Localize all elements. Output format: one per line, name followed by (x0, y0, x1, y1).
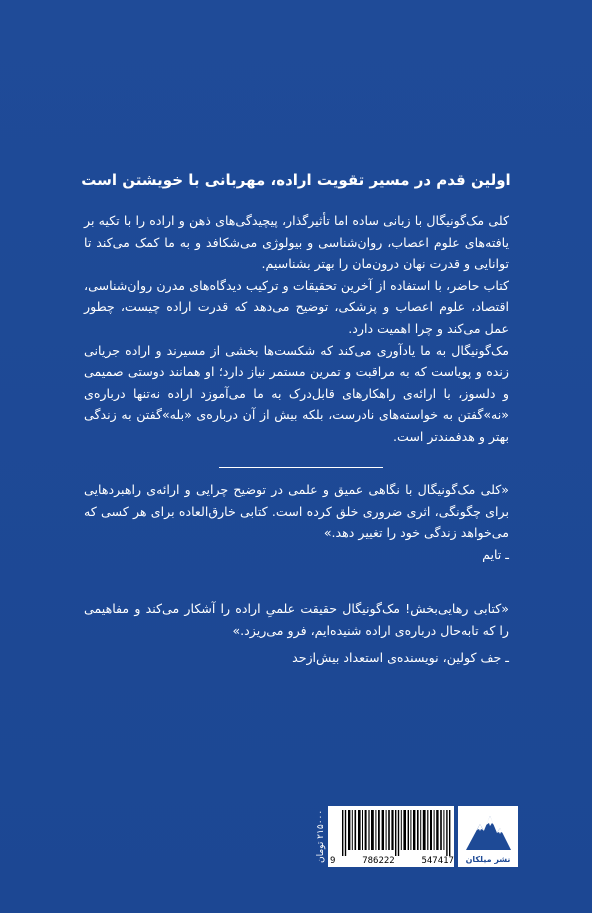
separator-line (219, 467, 383, 468)
description-paragraph-3: مک‌گونیگال به ما یادآوری می‌کند که شکست‌ها بخشی از مسیرند و اراده جریانی زنده و پویاست که به مراقبت و تمرین مستمر نیاز دارد؛ او همانند دوستی صمیمی و دلسوز، با ارائه‌ی راهکارهای قابل‌درک به ما می‌آموزد اراده نه‌تنها درباره‌ی «نه»گفتن به خواسته‌های نادرست، بلکه بیش از آن درباره‌ی «بله»گفتن به زندگی بهتر و هدفمندتر است. (84, 342, 509, 444)
isbn-digit-group-3: 547417 (421, 856, 454, 866)
isbn-digits (330, 856, 454, 866)
quote-jeff-colvin (84, 598, 509, 669)
isbn-digit-group-1: 9 (330, 856, 336, 866)
quote-jeff-colvin-attribution: ـ جف کولین، نویسنده‌ی استعداد بیش‌ازحد (292, 650, 509, 666)
quote-time-text: «کلی مک‌گونیگال با نگاهی عمیق و علمی در توضیح چرایی و ارائه‌ی راهبردهایی برای چگونگی، اثری ضروری خلق کرده است. کتابی خارق‌العاده برای هر کسی که می‌خواهد زندگی خود را تغییر دهد.» (84, 482, 509, 541)
isbn-digit-group-2: 786222 (362, 856, 395, 866)
publisher-logo (458, 806, 518, 867)
quote-jeff-colvin-text: «کتابی رهایی‌بخش! مک‌گونیگال حقیقت علمیِ اراده را آشکار می‌کند و مفاهیمی را که تابه‌حال درباره‌ی اراده شنیده‌ایم، فرو می‌ریزد.» (84, 601, 509, 638)
description-paragraph-1: کلی مک‌گونیگال با زبانی ساده اما تأثیرگذار، پیچیدگی‌های ذهن و اراده را با تکیه بر یافته‌های علوم اعصاب، روان‌شناسی و بیولوژی می‌شکافد و به ما کمک می‌کند تا توانایی و قدرت نهان درون‌مان را بهتر بشناسیم. (84, 213, 509, 272)
headline: اولین قدم در مسیر تقویت اراده، مهربانی با خویشتن است (81, 171, 511, 189)
quote-time (84, 479, 509, 565)
mountain-peaks-logo-icon (464, 810, 512, 854)
quote-time-attribution: ـ تایم (482, 546, 509, 562)
book-description (84, 210, 509, 448)
isbn-barcode (328, 806, 454, 867)
barcode-bars-icon (342, 810, 452, 856)
publisher-name: نشر میلکان (465, 855, 511, 864)
description-paragraph-2: کتاب حاضر، با استفاده از آخرین تحقیقات و ترکیب دیدگاه‌های مدرن روان‌شناسی، اقتصاد، علوم اعصاب و پزشکی، توضیح می‌دهد که قدرت اراده چیست، چطور عمل می‌کند و چرا اهمیت دارد. (84, 277, 509, 336)
price-label: ۲۱۵۰۰۰ تومان (316, 809, 326, 864)
